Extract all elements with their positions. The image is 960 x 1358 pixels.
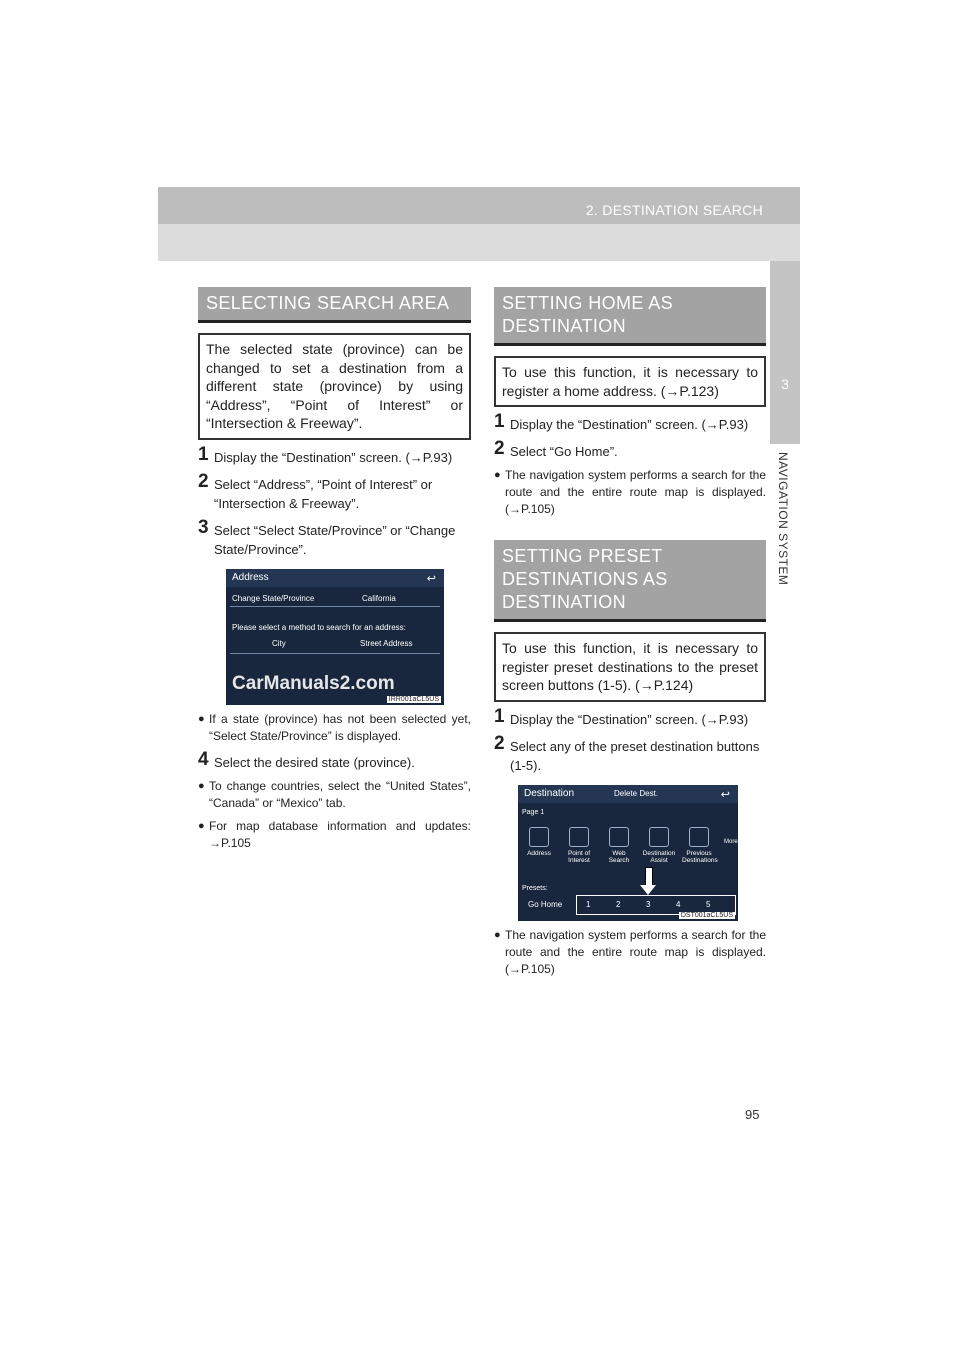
preset-button: 4 [676, 899, 681, 909]
bullet-item: ● To change countries, select the “United States”, “Canada” or “Mexico” tab. [198, 778, 471, 810]
bullet-item: ● The navigation system performs a search for the route and the entire route map is displayed. (→P.105) [494, 468, 766, 516]
section-heading: SETTING HOME AS DESTINATION [494, 287, 766, 346]
step: 2 Select “Go Home”. [494, 438, 618, 459]
web-search-tile: Web Search [602, 825, 636, 871]
destination-screen-image [518, 785, 738, 921]
preset-button: 2 [616, 899, 621, 909]
step: 2 Select any of the preset destination buttons (1-5). [494, 732, 760, 773]
step: 1 Display the “Destination” screen. (→P.93) [494, 411, 749, 432]
step: 4 Select the desired state (province). [198, 748, 415, 770]
left-column [198, 287, 471, 852]
delete-dest-button: Delete Dest. [614, 788, 659, 798]
search-prompt: Please select a method to search for an address: [232, 622, 406, 632]
screen-title: Address [232, 571, 269, 583]
chapter-tab [770, 261, 800, 444]
presets-label: Presets: [522, 884, 548, 892]
watermark: CarManuals2.com [232, 672, 395, 694]
state-value: California [362, 593, 396, 603]
bullet-item: ● For map database information and updates: →P.105 [198, 818, 471, 850]
more-label: More [724, 838, 738, 845]
step: 3 Select “Select State/Province” or “Change State/Province”. [198, 516, 456, 557]
address-screen-image [226, 569, 444, 705]
step: 1 Display the “Destination” screen. (→P.93) [494, 705, 749, 727]
image-code: DST001aCL5US [680, 911, 733, 919]
page-number: 95 [745, 1107, 760, 1122]
city-button: City [272, 638, 286, 648]
section-title: 2. DESTINATION SEARCH [585, 202, 763, 218]
destination-assist-tile: Destination Assist [642, 825, 676, 871]
preset-button: 1 [586, 899, 591, 909]
section-heading: SELECTING SEARCH AREA [198, 287, 471, 323]
street-address-button: Street Address [360, 638, 413, 648]
back-icon: ↩ [720, 788, 730, 801]
change-state-button: Change State/Province [232, 593, 315, 603]
note-box: The selected state (province) can be changed to set a destination from a different state (province) by using “Address”, “Point of Interest” or “Intersection & Freeway”. [198, 333, 471, 440]
step: 1 Display the “Destination” screen. (→P.93) [198, 443, 453, 465]
header-subband [158, 224, 800, 261]
note-box: To use this function, it is necessary to register preset destinations to the preset screen buttons (1-5). (→P.124) [494, 632, 766, 702]
note-box: To use this function, it is necessary to register a home address. (→P.123) [494, 356, 766, 407]
section-heading: SETTING PRESET DESTINATIONS AS DESTINATION [494, 540, 766, 622]
back-icon: ↩ [426, 572, 436, 585]
preset-button: 3 [646, 899, 651, 909]
previous-destinations-tile: Previous Destinations [682, 825, 716, 871]
preset-button: 5 [706, 899, 711, 909]
chapter-number: 3 [781, 376, 789, 392]
screen-title: Destination [524, 787, 575, 799]
right-column [494, 287, 766, 978]
go-home-button: Go Home [528, 899, 563, 909]
image-code: IRR001aCL5US [388, 695, 439, 703]
chapter-label: NAVIGATION SYSTEM [776, 452, 790, 586]
poi-tile: Point of Interest [562, 825, 596, 871]
address-tile: Address [522, 825, 556, 871]
step: 2 Select “Address”, “Point of Interest” or “Intersection & Freeway”. [198, 470, 433, 511]
bullet-item: ● The navigation system performs a search for the route and the entire route map is displayed. (→P.105) [494, 927, 766, 976]
bullet-item: ● If a state (province) has not been selected yet, “Select State/Province” is displayed. [198, 711, 471, 743]
page-indicator: Page 1 [522, 808, 545, 816]
